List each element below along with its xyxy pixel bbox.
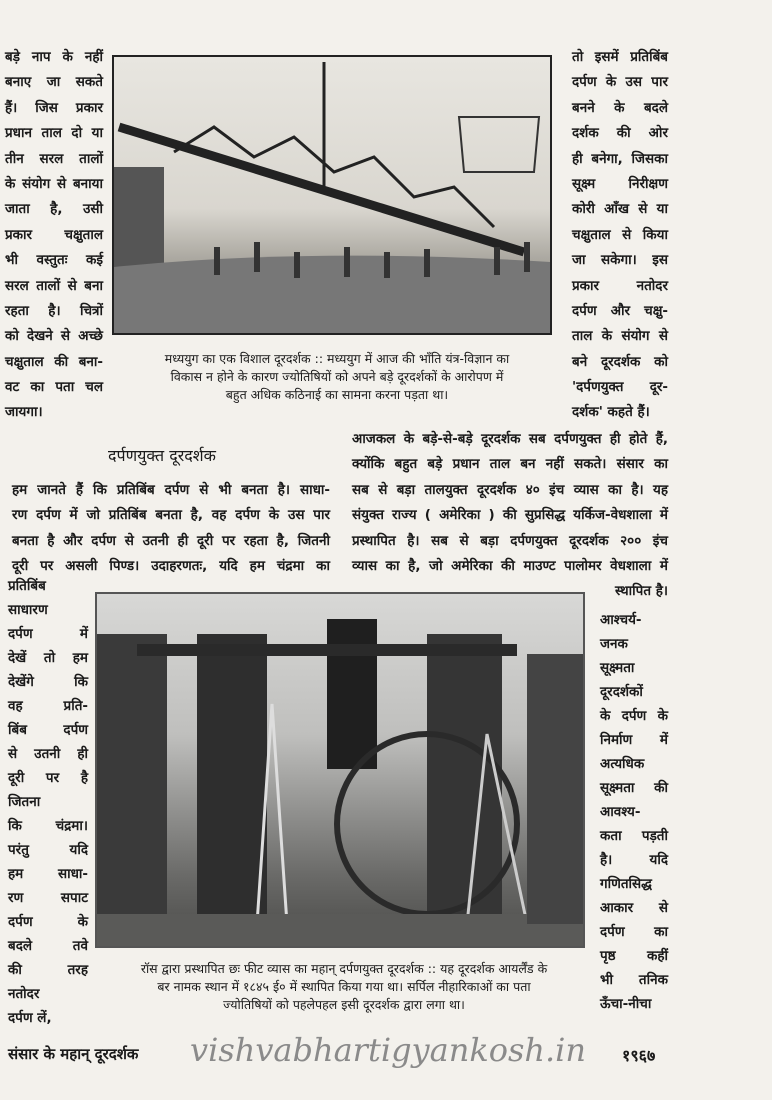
text-line: जा सकेगा। इस — [572, 252, 668, 269]
figure-medieval-telescope — [112, 55, 552, 335]
text-line: सरल तालों से बना — [5, 277, 103, 294]
text-line: सूक्ष्मता — [600, 660, 635, 676]
text-line: दूरी पर असली पिण्ड। उदाहरणतः, यदि हम चंद्रमा का — [12, 558, 330, 575]
text-line: आकार से — [600, 900, 668, 916]
text-line: 'दर्पणयुक्त दूर- — [572, 379, 668, 396]
text-line: दर्पण का — [600, 924, 668, 940]
text-line: सूक्ष्मता की — [600, 780, 668, 796]
top-right-column — [572, 45, 668, 426]
text-line: दूरी पर है — [8, 770, 88, 786]
text-line: संयुक्त राज्य ( अमेरिका ) की सुप्रसिद्ध यर्किज-वेधशाला में — [352, 507, 668, 524]
text-line: दर्शक' कहते हैं। — [572, 404, 650, 421]
text-line: कता पड़ती — [600, 828, 668, 844]
text-line: निर्माण में — [600, 732, 668, 748]
text-line: है। यदि — [600, 852, 668, 868]
caption-line: मध्ययुग का एक विशाल दूरदर्शक :: मध्ययुग में आज की भाँति यंत्र-विज्ञान का — [164, 351, 510, 366]
bottom-left-column — [8, 574, 88, 1030]
text-line: गणितसिद्ध — [600, 876, 652, 892]
text-line: देखेंगे कि — [8, 674, 88, 690]
text-line: दर्पण के उस पार — [572, 74, 668, 91]
text-line: पृष्ठ कहीं — [600, 948, 668, 964]
text-line: दूरदर्शकों — [600, 684, 643, 700]
text-line: जाता है, उसी — [5, 201, 103, 218]
text-line: दर्पण में — [8, 626, 88, 642]
text-line: नतोदर — [8, 986, 40, 1002]
caption-line: बर नामक स्थान में १८४५ ई० में स्थापित किया गया था। सर्पिल नीहारिकाओं का पता — [157, 979, 531, 994]
figure-rosse-telescope — [95, 592, 585, 948]
text-line: तीन सरल तालों — [5, 150, 103, 167]
watermark: vishvabhartigyankosh.in — [190, 1031, 587, 1069]
text-line: व्यास का है, जो अमेरिका की माउण्ट पालोमर वेधशाला में — [352, 557, 668, 574]
text-line: बनता है और दर्पण से उतनी ही दूरी पर रहता है, जितनी — [12, 532, 330, 549]
section-left-paragraph — [12, 478, 330, 580]
text-line: ताल के संयोग से — [572, 328, 668, 345]
text-line: परंतु यदि — [8, 842, 88, 858]
text-line: दर्शक की ओर — [572, 125, 668, 142]
text-line: वह प्रति- — [8, 698, 88, 714]
text-line: प्रस्थापित है। सब से बड़ा दर्पणयुक्त दूरदर्शक २०० इंच — [352, 532, 668, 549]
text-line: आवश्य- — [600, 804, 641, 820]
text-line: जायगा। — [5, 404, 43, 421]
text-line: आश्चर्य- — [600, 612, 642, 628]
text-line: प्रधान ताल दो या — [5, 125, 103, 142]
text-line: कोरी आँख से या — [572, 201, 668, 218]
photograph-illustration — [97, 594, 583, 946]
text-line: को देखने से अच्छे — [5, 328, 103, 345]
text-line: ही बनेगा, जिसका — [572, 150, 668, 167]
text-line: बनने के बदले — [572, 99, 668, 116]
text-line: कि चंद्रमा। — [8, 818, 88, 834]
top-left-column — [5, 45, 103, 426]
text-line: बनाए जा सकते — [5, 74, 103, 91]
text-line: देखें तो हम — [8, 650, 88, 666]
text-line: प्रकार चक्षुताल — [5, 226, 103, 243]
text-line: सूक्ष्म निरीक्षण — [572, 175, 668, 192]
text-line: जनक — [600, 636, 628, 652]
text-line: रहता है। चित्रों — [5, 302, 103, 319]
text-line: दर्पण के — [8, 914, 88, 930]
text-line: बदले तवे — [8, 938, 88, 954]
text-line: हैं। जिस प्रकार — [5, 99, 103, 116]
caption-line: ज्योतिषियों को पहलेपहल इसी दूरदर्शक द्वारा लगा था। — [223, 997, 465, 1012]
text-line: वट का पता चल — [5, 379, 103, 396]
text-line: चक्षुताल से किया — [572, 226, 668, 243]
caption-line: रॉस द्वारा प्रस्थापित छः फीट व्यास का महान् दर्पणयुक्त दूरदर्शक :: यह दूरदर्शक आयर्लैंड के — [140, 961, 548, 976]
section-right-paragraph — [352, 427, 668, 605]
caption-line: विकास न होने के कारण ज्योतिषियों को अपने बड़े दूरदर्शकों के आरोपण में — [170, 369, 504, 384]
caption-line: बहुत अधिक कठिनाई का सामना करना पड़ता था। — [225, 387, 449, 402]
text-line: हम जानते हैं कि प्रतिबिंब दर्पण से भी बनता है। साधा- — [12, 482, 330, 498]
text-line: प्रकार नतोदर — [572, 277, 668, 294]
text-line: रण दर्पण में जो प्रतिबिंब बनता है, वह दर्पण के उस पार — [12, 507, 330, 524]
text-line: भी तनिक — [600, 972, 668, 988]
text-line: हम साधा- — [8, 866, 88, 882]
text-line: बड़े नाप के नहीं — [5, 49, 103, 65]
figure1-caption — [112, 350, 562, 404]
text-line: ऊँचा-नीचा — [600, 996, 652, 1012]
text-line: प्रतिबिंब — [8, 578, 46, 594]
text-line: की तरह — [8, 962, 88, 978]
text-line: जितना — [8, 794, 41, 810]
figure2-caption — [92, 960, 596, 1014]
page-number: १९६७ — [622, 1046, 656, 1065]
text-line: साधारण — [8, 602, 48, 618]
text-line: चक्षुताल की बना- — [5, 353, 103, 370]
text-line: स्थापित है। — [615, 583, 668, 600]
text-line: अत्यधिक — [600, 756, 645, 772]
text-line: सब से बड़ा तालयुक्त दूरदर्शक ४० इंच व्यास का है। यह — [352, 481, 668, 498]
text-line: तो इसमें प्रतिबिंब — [572, 49, 668, 65]
engraving-illustration — [114, 57, 550, 333]
running-title: संसार के महान् दूरदर्शक — [8, 1045, 139, 1063]
text-line: रण सपाट — [8, 890, 88, 906]
text-line: के दर्पण के — [600, 708, 668, 724]
text-line: दर्पण लें, — [8, 1010, 52, 1026]
bottom-right-column — [600, 608, 668, 1016]
text-line: के संयोग से बनाया — [5, 175, 103, 192]
text-line: बने दूरदर्शक को — [572, 353, 668, 370]
section-heading: दर्पणयुक्त दूरदर्शक — [108, 446, 216, 465]
text-line: बिंब दर्पण — [8, 722, 88, 738]
text-line: भी वस्तुतः कई — [5, 252, 103, 269]
text-line: क्योंकि बहुत बड़े प्रधान ताल बन नहीं सकते। संसार का — [352, 456, 668, 473]
text-line: आजकल के बड़े-से-बड़े दूरदर्शक सब दर्पणयुक्त ही होते हैं, — [352, 431, 668, 447]
text-line: दर्पण और चक्षु- — [572, 302, 668, 319]
text-line: से उतनी ही — [8, 746, 88, 762]
